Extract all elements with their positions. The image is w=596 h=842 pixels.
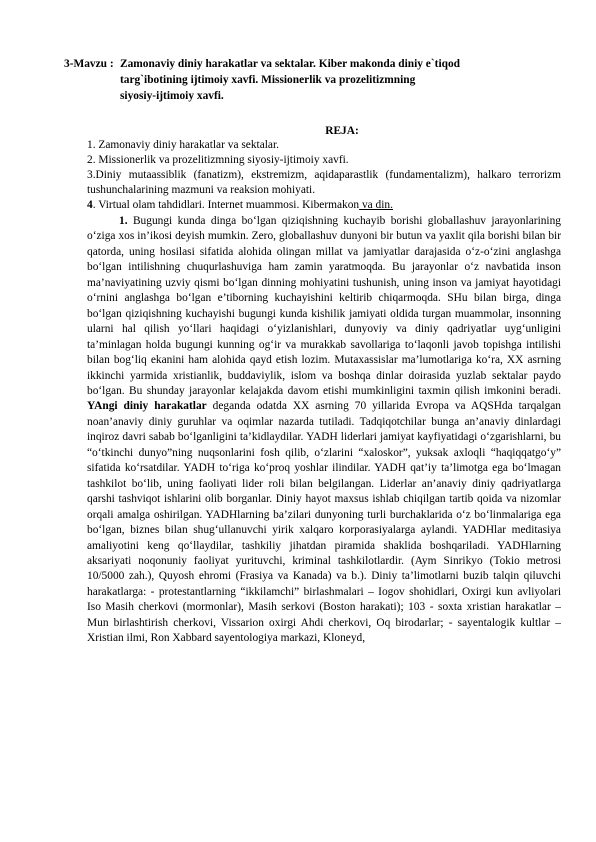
body-text-part-2: deganda odatda XX asrning 70 yillarida Evropa va AQSHda tarqalgan noan’anaviy diniy guruhlar va oqimlar nazarda tutiladi. Tadqiqotchilar bunga an’anaviy dinlardagi inqiroz davri sabab bo‘lganligini ta’kidlaydilar. YADH liderlari jamiyat kayfiyatidagi o‘zgarishlarni, bu “o‘tkinchi dunyo”ning nuqsonlarini fosh qilib, o‘zlarini “xaloskor”, yuksak axloqli “haqiqqatgo‘y” sifatida ko‘rsatdilar. YADH to‘riga ko‘proq yoshlar ilindilar. YADH qat’iy ta’limotga ega bo‘lmagan tashkilot bo‘lib, uning faoliyati lider roli bilan belgilangan. Liderlar an’anaviy diniy qadriyatlarga qarshi tashviqot ishlarini olib borganlar. Diniy hayot maxsus ishlab chiqilgan tartib qoida va nizomlar orqali amalga oshirilgan. YADHlarning ba’zilari dunyoning turli burchaklarida o‘z bo‘linmalariga ega bo‘lgan, biznes bilan shug‘ullanuvchi yirik xalqaro korporasiyalarga aylandi. YADHlar meditasiya amaliyotini keng qo‘llaydilar, tashkiliy jihatdan piramida shaklida boshqariladi. YADHlarning aksariyati noqonuniy faoliyat yurituvchi, kriminal tashkilotlardir. (Aym Sinrikyo (Tokio metrosi 10/5000 zah.), Quyosh ehromi (Frasiya va Kanada) va b.). Diniy ta’limotlarni buzib talqin qiluvchi harakatlarga: - protestantlarning “ikkilamchi” birlashmalari – Iogov shohidlari, Oxirgi kun avliyolari Iso Masih cherkovi (mormonlar), Masih serkovi (Boston harakati); 103 - soxta xristian harakatlar – Mun birlashtirish cherkovi, Vissarion oxirgi Ahdi cherkovi, Oq birodarlar; - sayentalogik kultlar – Xristian ilmi, Ron Xabbard sayentologiya markazi, Kloneyd, [87,400,561,645]
plan-item-4-underlined: va din. [359,199,393,211]
plan-list [87,138,561,213]
plan-item-3: 3.Diniy mutaassiblik (fanatizm), ekstremizm, aqidaparastlik (fundamentalizm), halkaro terrorizm tushunchalarining mazmuni va reaksion mohiyati. [87,169,561,196]
body-text-part-1: Bugungi kunda dinga bo‘lgan qiziqishning kuchayib borishi globallashuv jarayonlarining o‘ziga xos in’ikosi deyish mumkin. Zero, globallashuv dunyoni bir butun va yaxlit qila borishi bilan bir qatorda, uning hosilasi sifatida alohida olingan millat va jamiyatlar darajasida o‘z-o‘zini anglashga bo‘lgan intilishning chuqurlashuviga ham zamin yaratmoqda. Bu jarayonlar o‘z navbatida inson ma’naviyatining uzviy qismi bo‘lgan dinning mohiyatini tushunish, uning inson va jamiyat hayotidagi o‘rnini anglashga bo‘lgan e’tiborning kuchayishini keltirib chiqarmoqda. SHu bilan birga, dinga bo‘lgan qiziqishning kuchayishi bugungi kunda kishilik jamiyati oldida turgan muammolar, insonning ularni hal qilish yo‘llari haqidagi o‘yizlanishlari, dunyoviy va diniy qadriyatlar uyg‘unligini ta’minlagan holda bugungi kunning og‘ir va murakkab savollariga to‘laqonli javob topishga intilishi bilan bog‘liq ekanini ham alohida qayd etish lozim. Mutaxassislar ma’lumotlariga ko‘ra, XX asrning ikkinchi yarmida xristianlik, buddaviylik, islom va boshqa dinlar doirasida yuzlab sektalar paydo bo‘lgan. Bu shunday jarayonlar kelajakda davom etishi mumkinligini taxmin qilish imkonini beradi. [87,215,561,397]
bold-term: YAngi diniy harakatlar [87,400,207,413]
plan-item-4-number: 4 [87,199,93,211]
topic-title-line-3: siyosiy-ijtimoiy xavfi. [120,90,224,102]
topic-title-line-2: targ`ibotining ijtimoiy xavfi. Missionerlik va prozelitizmning [120,74,416,86]
plan-item-4 [87,198,561,213]
plan-item-2: 2. Missionerlik va prozelitizmning siyosiy-ijtimoiy xavfi. [87,154,349,166]
section-number: 1. [119,215,128,227]
plan-heading: REJA: [325,125,359,137]
topic-title-line-1: Zamonaviy diniy harakatlar va sektalar. Kiber makonda diniy e`tiqod [120,58,460,70]
body-paragraph [87,214,561,647]
plan-item-1: 1. Zamonaviy diniy harakatlar va sektalar. [87,139,279,151]
topic-number: 3-Mavzu : [64,58,114,70]
plan-item-4-text: . Virtual olam tahdidlari. Internet muammosi. Kibermakon [92,199,360,211]
